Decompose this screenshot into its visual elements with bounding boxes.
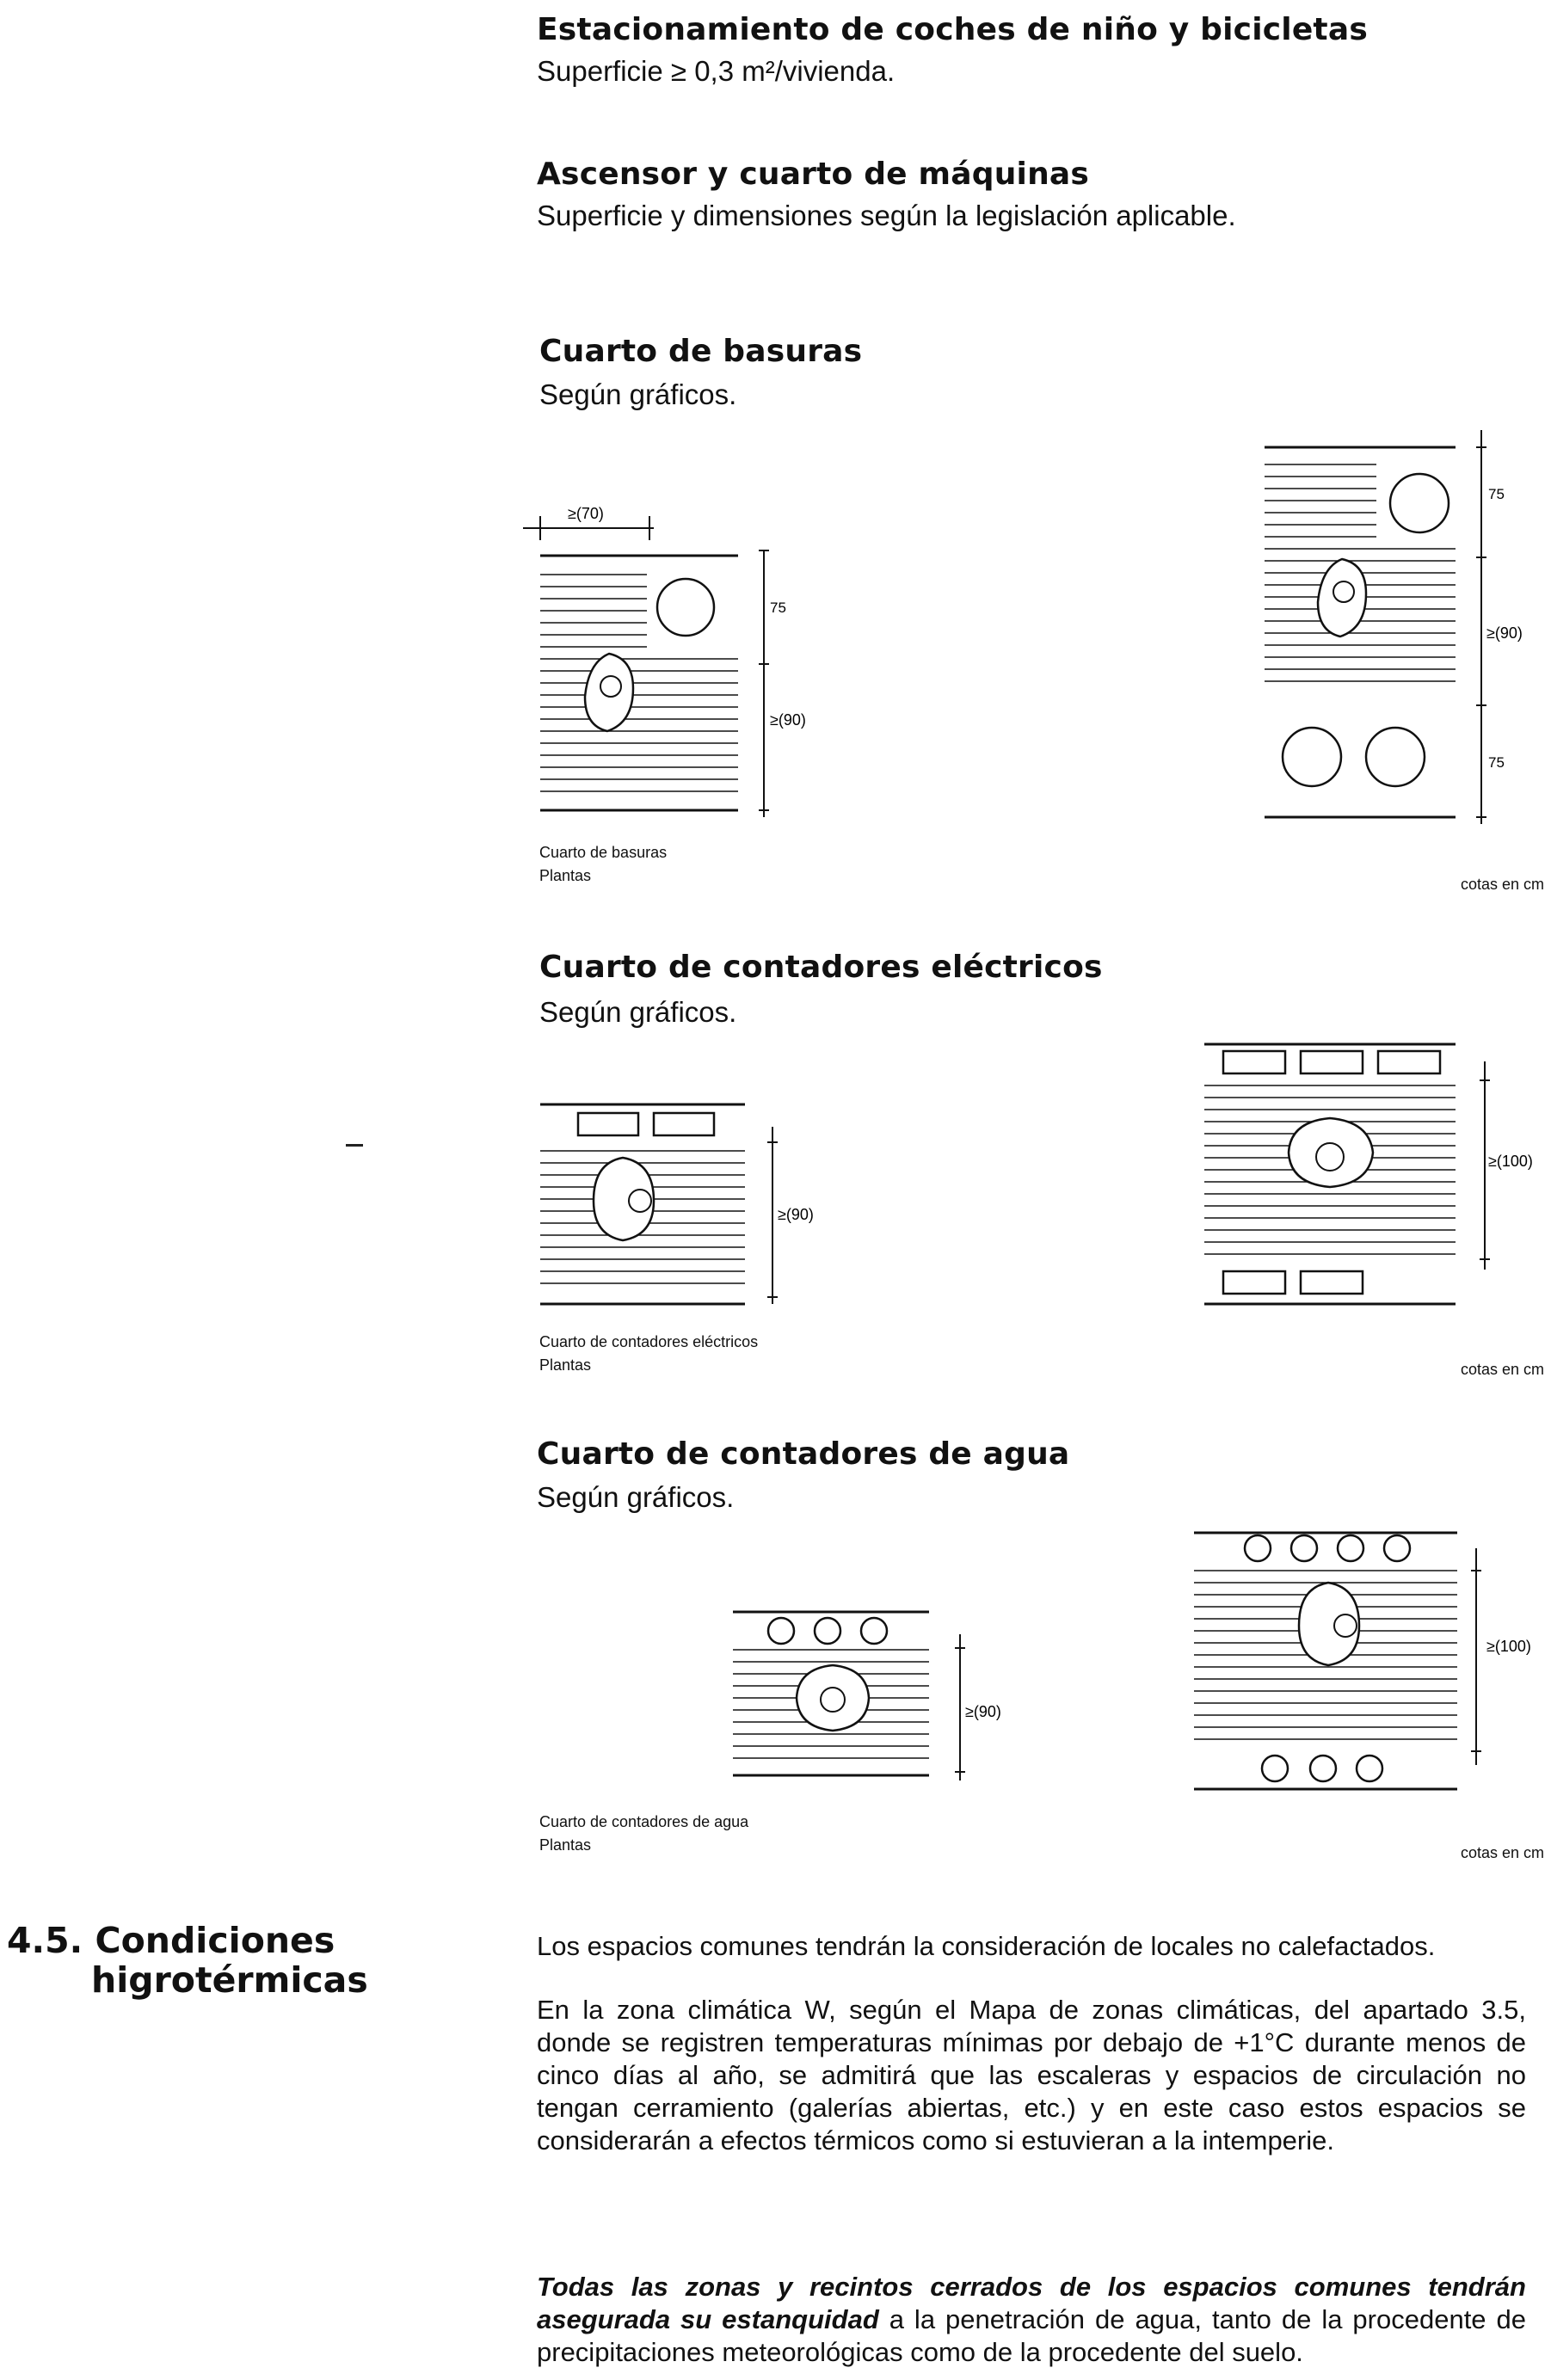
caption-agua <box>539 1811 748 1857</box>
heading-estacionamiento: Estacionamiento de coches de niño y bicicletas <box>537 12 1368 47</box>
basuras-dim-90: ≥(90) <box>770 711 806 729</box>
basuras-right-dim-mid: ≥(90) <box>1486 624 1523 642</box>
section-45-title-line1: Condiciones <box>95 1920 335 1961</box>
section-45-p3 <box>537 2271 1526 2369</box>
heading-electricos: Cuarto de contadores eléctricos <box>539 950 1103 985</box>
text-ascensor: Superficie y dimensiones según la legislación aplicable. <box>537 200 1236 231</box>
agua-drawing <box>733 1533 1481 1789</box>
text-agua: Según gráficos. <box>537 1481 735 1513</box>
section-45-p1: Los espacios comunes tendrán la consideración de locales no calefactados. <box>537 1931 1436 1961</box>
heading-ascensor: Ascensor y cuarto de máquinas <box>537 157 1090 192</box>
text-estacionamiento: Superficie ≥ 0,3 m²/vivienda. <box>537 55 896 87</box>
section-45-p3-rest: a la penetración de agua, tanto de la procedente de precipitaciones meteorológicas como de la procedente del suelo. <box>537 2304 1526 2367</box>
basuras-dim-75: 75 <box>770 600 786 616</box>
caption-agua-title: Cuarto de contadores de agua <box>539 1813 749 1830</box>
section-45-p3-bold: Todas las zonas y recintos cerrados de los espacios comunes tendrán asegurada su estanquidad <box>537 2272 1526 2334</box>
basuras-dim-width: ≥(70) <box>568 505 604 522</box>
caption-agua-sub: Plantas <box>539 1836 592 1854</box>
caption-basuras-title: Cuarto de basuras <box>539 844 668 861</box>
heading-basuras: Cuarto de basuras <box>539 334 863 369</box>
section-45-p2: En la zona climática W, según el Mapa de zonas climáticas, del apartado 3.5, donde se registren temperaturas mínimas por debajo de +1°C durante menos de cinco días al año, se admitirá que las escaleras y espacios de circulación no tengan cerramiento (galerías abiertas, etc.) y en este caso estos espacios se considerarán a efectos térmicos como si estuvieran a la intemperie. <box>537 1995 1526 2156</box>
basuras-right-dim-top: 75 <box>1488 486 1505 502</box>
text-basuras: Según gráficos. <box>539 378 737 410</box>
electricos-dim-left: ≥(90) <box>778 1206 814 1223</box>
basuras-right-dim-bot: 75 <box>1488 754 1505 771</box>
cotas-basuras: cotas en cm <box>1460 876 1544 893</box>
heading-agua: Cuarto de contadores de agua <box>537 1436 1070 1472</box>
cotas-agua: cotas en cm <box>1460 1844 1544 1861</box>
section-45-number: 4.5. <box>7 1920 83 1961</box>
caption-basuras-sub: Plantas <box>539 867 592 884</box>
section-45-title-line2: higrotérmicas <box>91 1959 368 2001</box>
electricos-dim-right: ≥(100) <box>1488 1153 1533 1170</box>
agua-dim-right: ≥(100) <box>1486 1638 1531 1655</box>
agua-dim-left: ≥(90) <box>965 1703 1001 1720</box>
text-electricos: Según gráficos. <box>539 996 737 1028</box>
caption-electricos-sub: Plantas <box>539 1356 592 1374</box>
cotas-electricos: cotas en cm <box>1460 1361 1544 1378</box>
section-45-title <box>7 1921 368 2000</box>
caption-electricos-title: Cuarto de contadores eléctricos <box>539 1333 759 1350</box>
